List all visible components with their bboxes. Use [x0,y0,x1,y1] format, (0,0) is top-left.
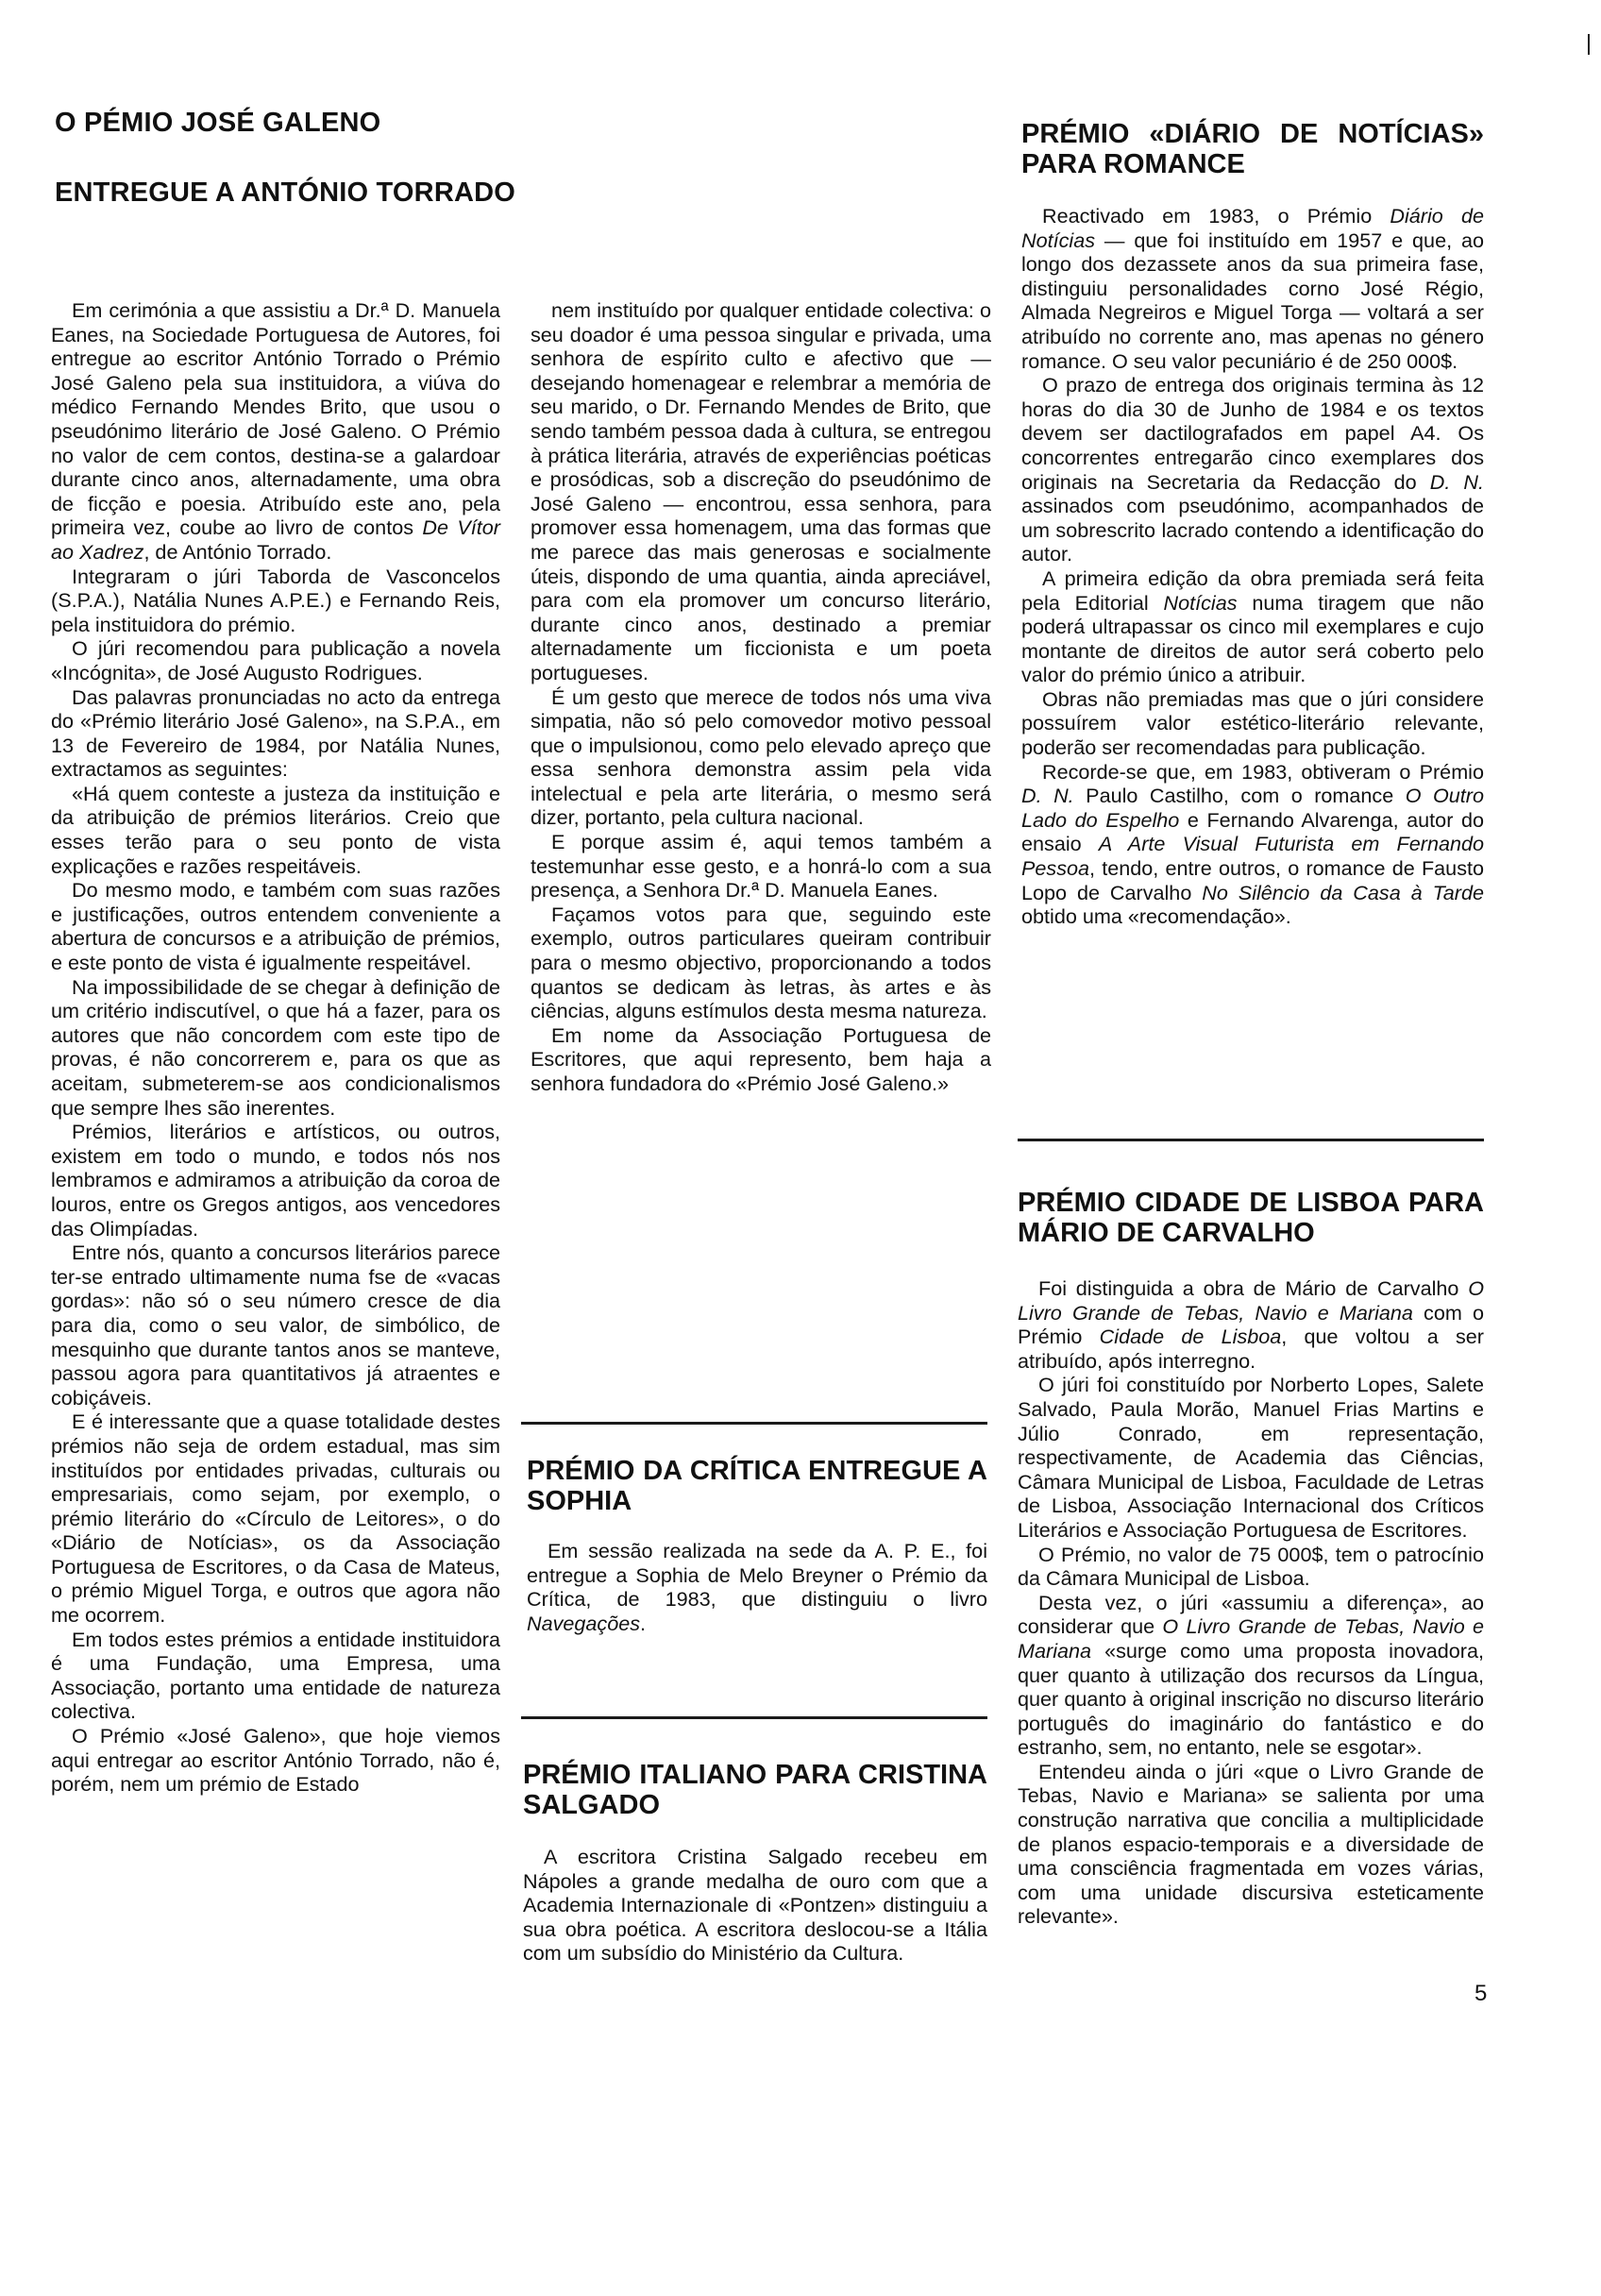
dn-paragraph: Obras não premiadas mas que o júri considere possuírem valor estético-literário relevante, poderão ser recomendadas para publicação. [1021,686,1484,760]
dn-paragraph [1021,566,1484,687]
galeno-column-2 [531,298,991,1096]
text-span: , tendo, entre outros, o romance de Fausto Lopo de Carvalho [1021,856,1484,904]
galeno-paragraph: Em nome da Associação Portuguesa de Escritores, que aqui represento, bem haja a senhora fundadora do «Prémio José Galeno.» [531,1022,991,1095]
galeno-paragraph: Do mesmo modo, e também com suas razões e justificações, outros entendem conveniente a abertura de concursos e a atribuição de prémios, e este ponto de vista é igualmente respeitável. [51,878,500,975]
text-span: assinados com pseudónimo, acompanhados de um sobrescrito lacrado contendo a identificação do autor. [1021,494,1484,566]
book-title: O Outro Lado do Espelho [1021,784,1484,832]
galeno-paragraph: Em todos estes prémios a entidade instituidora é uma Fundação, uma Empresa, uma Associação, portanto uma entidade de natureza colectiva. [51,1627,500,1724]
text-span: Em sessão realizada na sede da A. P. E., foi entregue a Sophia de Melo Breyner o Prémio da Crítica, de 1983, que distinguiu o livro [527,1539,987,1612]
galeno-paragraph: Na impossibilidade de se chegar à definição de um critério indiscutível, o que há a fazer, para os autores que não concordem com este tipo de provas, é não concorrerem e, para os que as aceitam, submeterem-se aos condicionalismos que sempre lhes são inerentes. [51,974,500,1120]
text-span: — que foi instituído em 1957 e que, ao longo dos dezassete anos da sua primeira fase, distinguiu personalidades corno José Régio, Almada Negreiros e Miguel Torga — voltará a ser atribuído no corrente ano, mas apenas no género romance. O seu valor pecuniário é de 250 000$. [1021,228,1484,373]
dn-paragraph [1021,373,1484,566]
lisboa-paragraph: O júri foi constituído por Norberto Lopes, Salete Salvado, Paula Morão, Manuel Frias Martins e Júlio Conrado, em representação, respectivamente, de Academia das Ciências, Câmara Municipal de Lisboa, Faculdade de Letras de Lisboa, Associação Internacional dos Críticos Literários e Associação Portuguesa de Escritores. [1018,1373,1484,1542]
galeno-headline: O PÉMIO JOSÉ GALENO [55,108,381,138]
lisboa-title: PRÉMIO CIDADE DE LISBOA PARA MÁRIO DE CARVALHO [1018,1188,1484,1248]
text-span: O prazo de entrega dos originais termina às 12 horas do dia 30 de Junho de 1984 e os textos devem ser dactilografados em papel A4. Os concorrentes entregarão cinco exemplares dos originais na Secretaria da Redacção do [1021,373,1484,494]
galeno-paragraph: Façamos votos para que, seguindo este exemplo, outros particulares queiram contribuir para o mesmo objectivo, proporcionando a todos quantos se dedicam às letras, às artes e às ciências, alguns estímulos desta mesma natureza. [531,902,991,1023]
italic-span: Diário de Notícias [1021,204,1484,252]
italic-span: D. N. [1429,469,1485,494]
text-span: . [640,1611,647,1635]
text-span: obtido uma «recomendação». [1021,904,1291,929]
text-span: com o Prémio [1018,1300,1484,1349]
galeno-paragraph: E porque assim é, aqui temos também a testemunhar esse gesto, e a honrá-lo com a sua presença, a Senhora Dr.ª D. Manuela Eanes. [531,830,991,903]
galeno-paragraph: «Há quem conteste a justeza da instituição e da atribuição de prémios literários. Creio que esses terão para o seu ponto de vista explicações e razões respeitáveis. [51,781,500,878]
book-title: O Livro Grande de Tebas, Navio e Mariana [1018,1276,1484,1325]
lisboa-paragraph [1018,1276,1484,1373]
galeno-paragraph: Das palavras pronunciadas no acto da entrega do «Prémio literário José Galeno», na S.P.A., em 13 de Fevereiro de 1984, por Natália Nunes, extractamos as seguintes: [51,684,500,782]
galeno-paragraph: Prémios, literários e artísticos, ou outros, existem em todo o mundo, e todos nós nos lembramos e admiramos a atribuição da coroa de louros, entre os Gregos antigos, aos vencedores das Olimpíadas. [51,1120,500,1241]
galeno-paragraph: E é interessante que a quase totalidade destes prémios não seja de ordem estadual, mas sim instituídos por entidades privadas, culturais ou empresariais, como sejam, por exemplo, o prémio literário do «Círculo de Leitores», o do «Diário de Notícias», os da Associação Portuguesa de Escritores, o da Casa de Mateus, o prémio Miguel Torga, e outros que agora não me ocorrem. [51,1410,500,1628]
text-span: A primeira edição da obra premiada será feita pela Editorial [1021,566,1484,615]
text-span: Em cerimónia a que assistiu a Dr.ª D. Manuela Eanes, na Sociedade Portuguesa de Autores, foi entregue ao escritor António Torrado o Prémio José Galeno pela sua instituidora, a viúva do médico Fernando Mendes Brito, que usou o pseudónimo literário de José Galeno. O Prémio no valor de cem contos, destina-se a galardoar durante cinco anos, alternadamente, uma obra de ficção e poesia. Atribuído este ano, pela primeira vez, coube ao livro de contos [51,298,500,540]
text-span: , de António Torrado. [143,539,332,564]
italiano-title: PRÉMIO ITALIANO PARA CRISTINA SALGADO [523,1760,987,1820]
dn-paragraph [1021,204,1484,373]
critica-article [527,1456,987,1635]
galeno-paragraph: Integraram o júri Taborda de Vasconcelos (S.P.A.), Natália Nunes A.P.E.) e Fernando Reis, pela instituidora do prémio. [51,564,500,636]
text-span: e Fernando Alvarenga, autor do ensaio [1021,807,1485,856]
section-divider [521,1716,987,1719]
text-span: «surge como uma proposta inovadora, quer quanto à utilização dos recursos da Língua, quer quanto à original inscrição no discurso literário português do imaginário do fantástico e do estranho, sem, no entanto, nele se esgotar». [1018,1638,1484,1760]
critica-title: PRÉMIO DA CRÍTICA ENTREGUE A SOPHIA [527,1456,987,1516]
text-span: Recorde-se que, em 1983, obtiveram o Prémio [1042,759,1484,784]
galeno-paragraph: O Prémio «José Galeno», que hoje viemos aqui entregar ao escritor António Torrado, não é, porém, nem um prémio de Estado [51,1724,500,1797]
text-span: Desta vez, o júri «assumiu a diferença», ao considerar que [1018,1590,1484,1639]
dn-title: PRÉMIO «DIÁRIO DE NOTÍCIAS» PARA ROMANCE [1021,119,1484,179]
lisboa-paragraph [1018,1591,1484,1760]
section-divider [1018,1139,1484,1141]
lisboa-paragraph: Entendeu ainda o júri «que o Livro Grande de Tebas, Navio e Mariana» se salienta por uma construção narrativa que concilia a multiplicidade de planos espacio-temporais e a diversidade de uma consciência fragmentada em vozes várias, com uma unidade discursiva esteticamente relevante». [1018,1759,1484,1929]
galeno-paragraph: O júri recomendou para publicação a novela «Incógnita», de José Augusto Rodrigues. [51,636,500,684]
book-title: O Livro Grande de Tebas, Navio e Mariana [1018,1614,1484,1663]
galeno-paragraph: É um gesto que merece de todos nós uma viva simpatia, não só pelo comovedor motivo pessoal que o impulsionou, como pelo elevado apreço que essa senhora demonstra assim pela vida intelectual e pela arte literária, o mesmo será dizer, portanto, pela cultura nacional. [531,684,991,830]
text-span: , que voltou a ser atribuído, após interregno. [1018,1325,1484,1373]
text-span: Reactivado em 1983, o Prémio [1042,204,1390,228]
galeno-column-1 [51,298,500,1797]
text-span: numa tiragem que não poderá ultrapassar os cinco mil exemplares e cujo montante de direitos de autor será coberto pelo valor do prémio único a atribuir. [1021,590,1484,687]
lisboa-article [1018,1188,1484,1929]
book-title: No Silêncio da Casa à Tarde [1202,880,1484,904]
galeno-paragraph [51,298,500,565]
italic-span: D. N. [1021,784,1074,808]
italiano-article [523,1760,987,1966]
galeno-paragraph: Entre nós, quanto a concursos literários parece ter-se entrado ultimamente numa fse de «vacas gordas»: não só o seu número cresce de dia para dia, como o seu valor, de simbólico, de mesquinho que durante tantos anos se manteve, passou agora para quantitativos já atraentes e cobiçáveis. [51,1241,500,1410]
dn-paragraph [1021,760,1484,929]
galeno-subheadline: ENTREGUE A ANTÓNIO TORRADO [55,177,516,208]
page-number: 5 [1475,1981,1488,2006]
book-title: A Arte Visual Futurista em Fernando Pessoa [1021,832,1484,881]
italiano-paragraph: A escritora Cristina Salgado recebeu em Nápoles a grande medalha de ouro com que a Academia Internazionale di «Pontzen» distinguiu a sua obra poética. A escritora deslocou-se a Itália com um subsídio do Ministério da Cultura. [523,1845,987,1966]
italic-span: Cidade de Lisboa [1099,1325,1282,1349]
book-title: De Vítor ao Xadrez [51,515,500,564]
italic-span: Notícias [1163,590,1238,615]
text-span: Foi distinguida a obra de Mário de Carvalho [1038,1276,1469,1300]
critica-paragraph [527,1539,987,1635]
dn-article [1021,119,1484,929]
section-divider [521,1422,987,1425]
page-edge-mark [1588,34,1590,55]
book-title: Navegações [527,1611,641,1635]
lisboa-paragraph: O Prémio, no valor de 75 000$, tem o patrocínio da Câmara Municipal de Lisboa. [1018,1542,1484,1591]
text-span: Paulo Castilho, com o romance [1073,784,1406,808]
galeno-paragraph: nem instituído por qualquer entidade colectiva: o seu doador é uma pessoa singular e privada, uma senhora de espírito culto e afectivo que — desejando homenagear e relembrar a memória de seu marido, o Dr. Fernando Mendes de Brito, que sendo também pessoa dada à cultura, se entregou à prática literária, através de experiências poéticas e prosódicas, sob a discreção do pseudónimo de José Galeno — encontrou, essa senhora, para promover essa homenagem, uma das formas que me parece das mais generosas e socialmente úteis, dispondo de uma quantia, ainda apreciável, para com ela promover um concurso literário, durante cinco anos, destinado a premiar alternadamente um ficcionista e um poeta portugueses. [531,298,991,684]
